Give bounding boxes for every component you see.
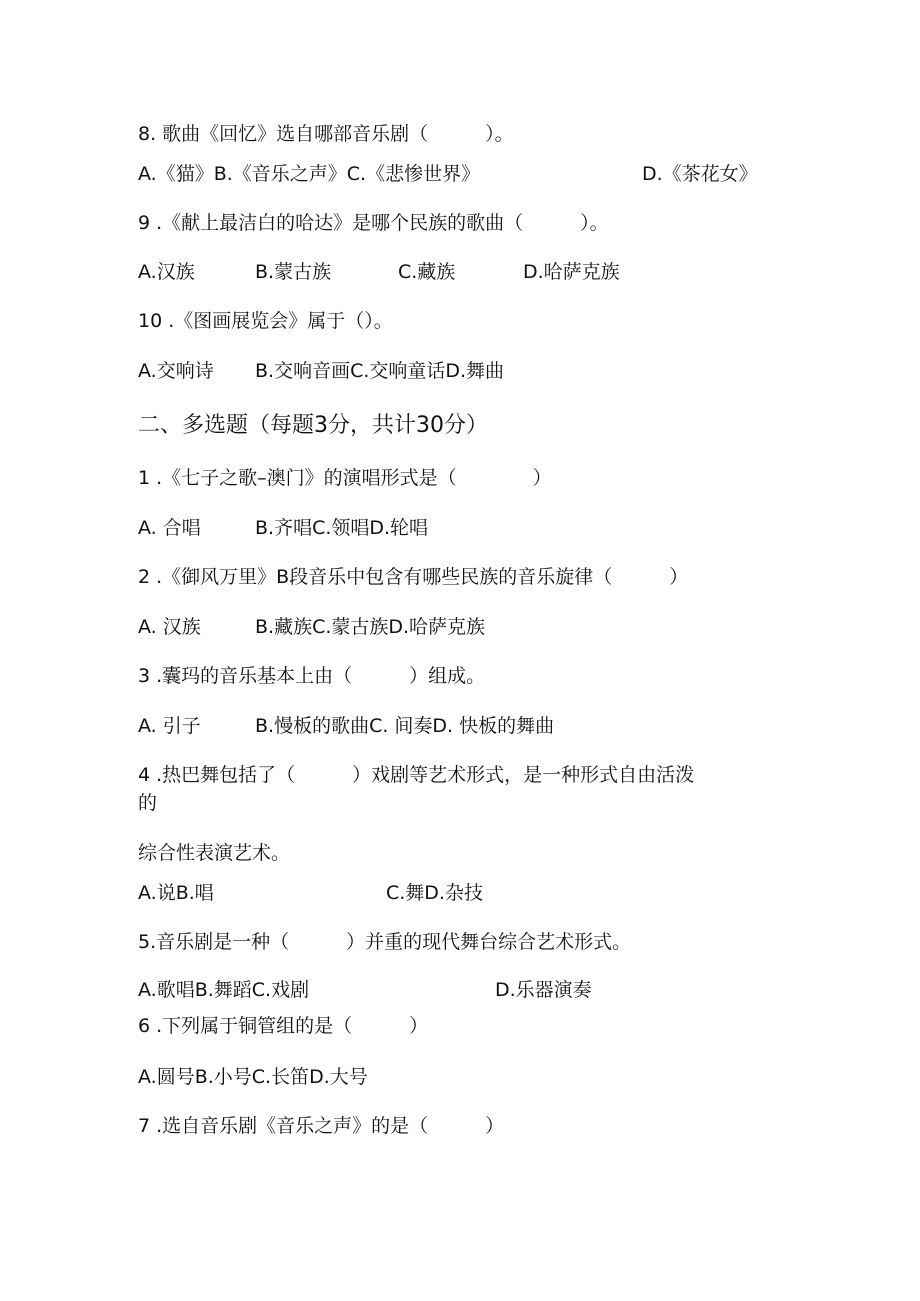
multi-question-7: 7 .选自音乐剧《音乐之声》的是（ ）	[138, 1115, 505, 1137]
multi-question-4-options-a-b: A.说B.唱	[138, 882, 214, 904]
question-9: 9 .《献上最洁白的哈达》是哪个民族的歌曲（ ）。	[138, 212, 609, 234]
question-8-options-a-c: A.《猫》B.《音乐之声》C.《悲惨世界》	[138, 163, 481, 185]
multi-question-6-options: A.圆号B.小号C.长笛D.大号	[138, 1066, 368, 1088]
question-10-option-a: A.交响诗	[138, 360, 214, 382]
multi-question-2-option-a: A. 汉族	[138, 616, 201, 638]
multi-question-1-options-b-d: B.齐唱C.领唱D.轮唱	[255, 517, 429, 539]
multi-question-1-option-a: A. 合唱	[138, 517, 201, 539]
question-9-option-b: B.蒙古族	[255, 261, 332, 283]
multi-question-4-line2: 的	[138, 792, 158, 814]
multi-question-3-options-b-d: B.慢板的歌曲C. 间奏D. 快板的舞曲	[255, 715, 555, 737]
question-8-option-d: D.《茶花女》	[642, 163, 758, 185]
multi-question-4-line3: 综合性表演艺术。	[138, 842, 291, 864]
question-9-option-c: C.藏族	[398, 261, 456, 283]
multi-question-5-option-d: D.乐器演奏	[495, 979, 592, 1001]
multi-question-3-option-a: A. 引子	[138, 715, 201, 737]
multi-question-2: 2 .《御风万里》B段音乐中包含有哪些民族的音乐旋律（ ）	[138, 566, 689, 588]
multi-question-3: 3 .囊玛的音乐基本上由（ ）组成。	[138, 665, 486, 687]
multi-question-5: 5.音乐剧是一种（ ）并重的现代舞台综合艺术形式。	[138, 931, 632, 953]
multi-question-5-options-a-c: A.歌唱B.舞蹈C.戏剧	[138, 979, 310, 1001]
question-10: 10 .《图画展览会》属于（）。	[138, 310, 393, 332]
multi-question-1: 1 .《七子之歌–澳门》的演唱形式是（ ）	[138, 467, 552, 489]
question-10-options-b-d: B.交响音画C.交响童话D.舞曲	[255, 360, 505, 382]
multi-question-4: 4 .热巴舞包括了（ ）戏剧等艺术形式，是一种形式自由活泼	[138, 764, 695, 786]
question-9-option-a: A.汉族	[138, 261, 195, 283]
question-8: 8. 歌曲《回忆》选自哪部音乐剧（ ）。	[138, 123, 514, 145]
multi-question-6: 6 .下列属于铜管组的是（ ）	[138, 1015, 429, 1037]
section-2-heading: 二、多选题（每题3分，共计30分）	[138, 413, 488, 438]
question-9-option-d: D.哈萨克族	[523, 261, 620, 283]
multi-question-4-options-c-d: C.舞D.杂技	[386, 882, 483, 904]
multi-question-2-options-b-d: B.藏族C.蒙古族D.哈萨克族	[255, 616, 486, 638]
